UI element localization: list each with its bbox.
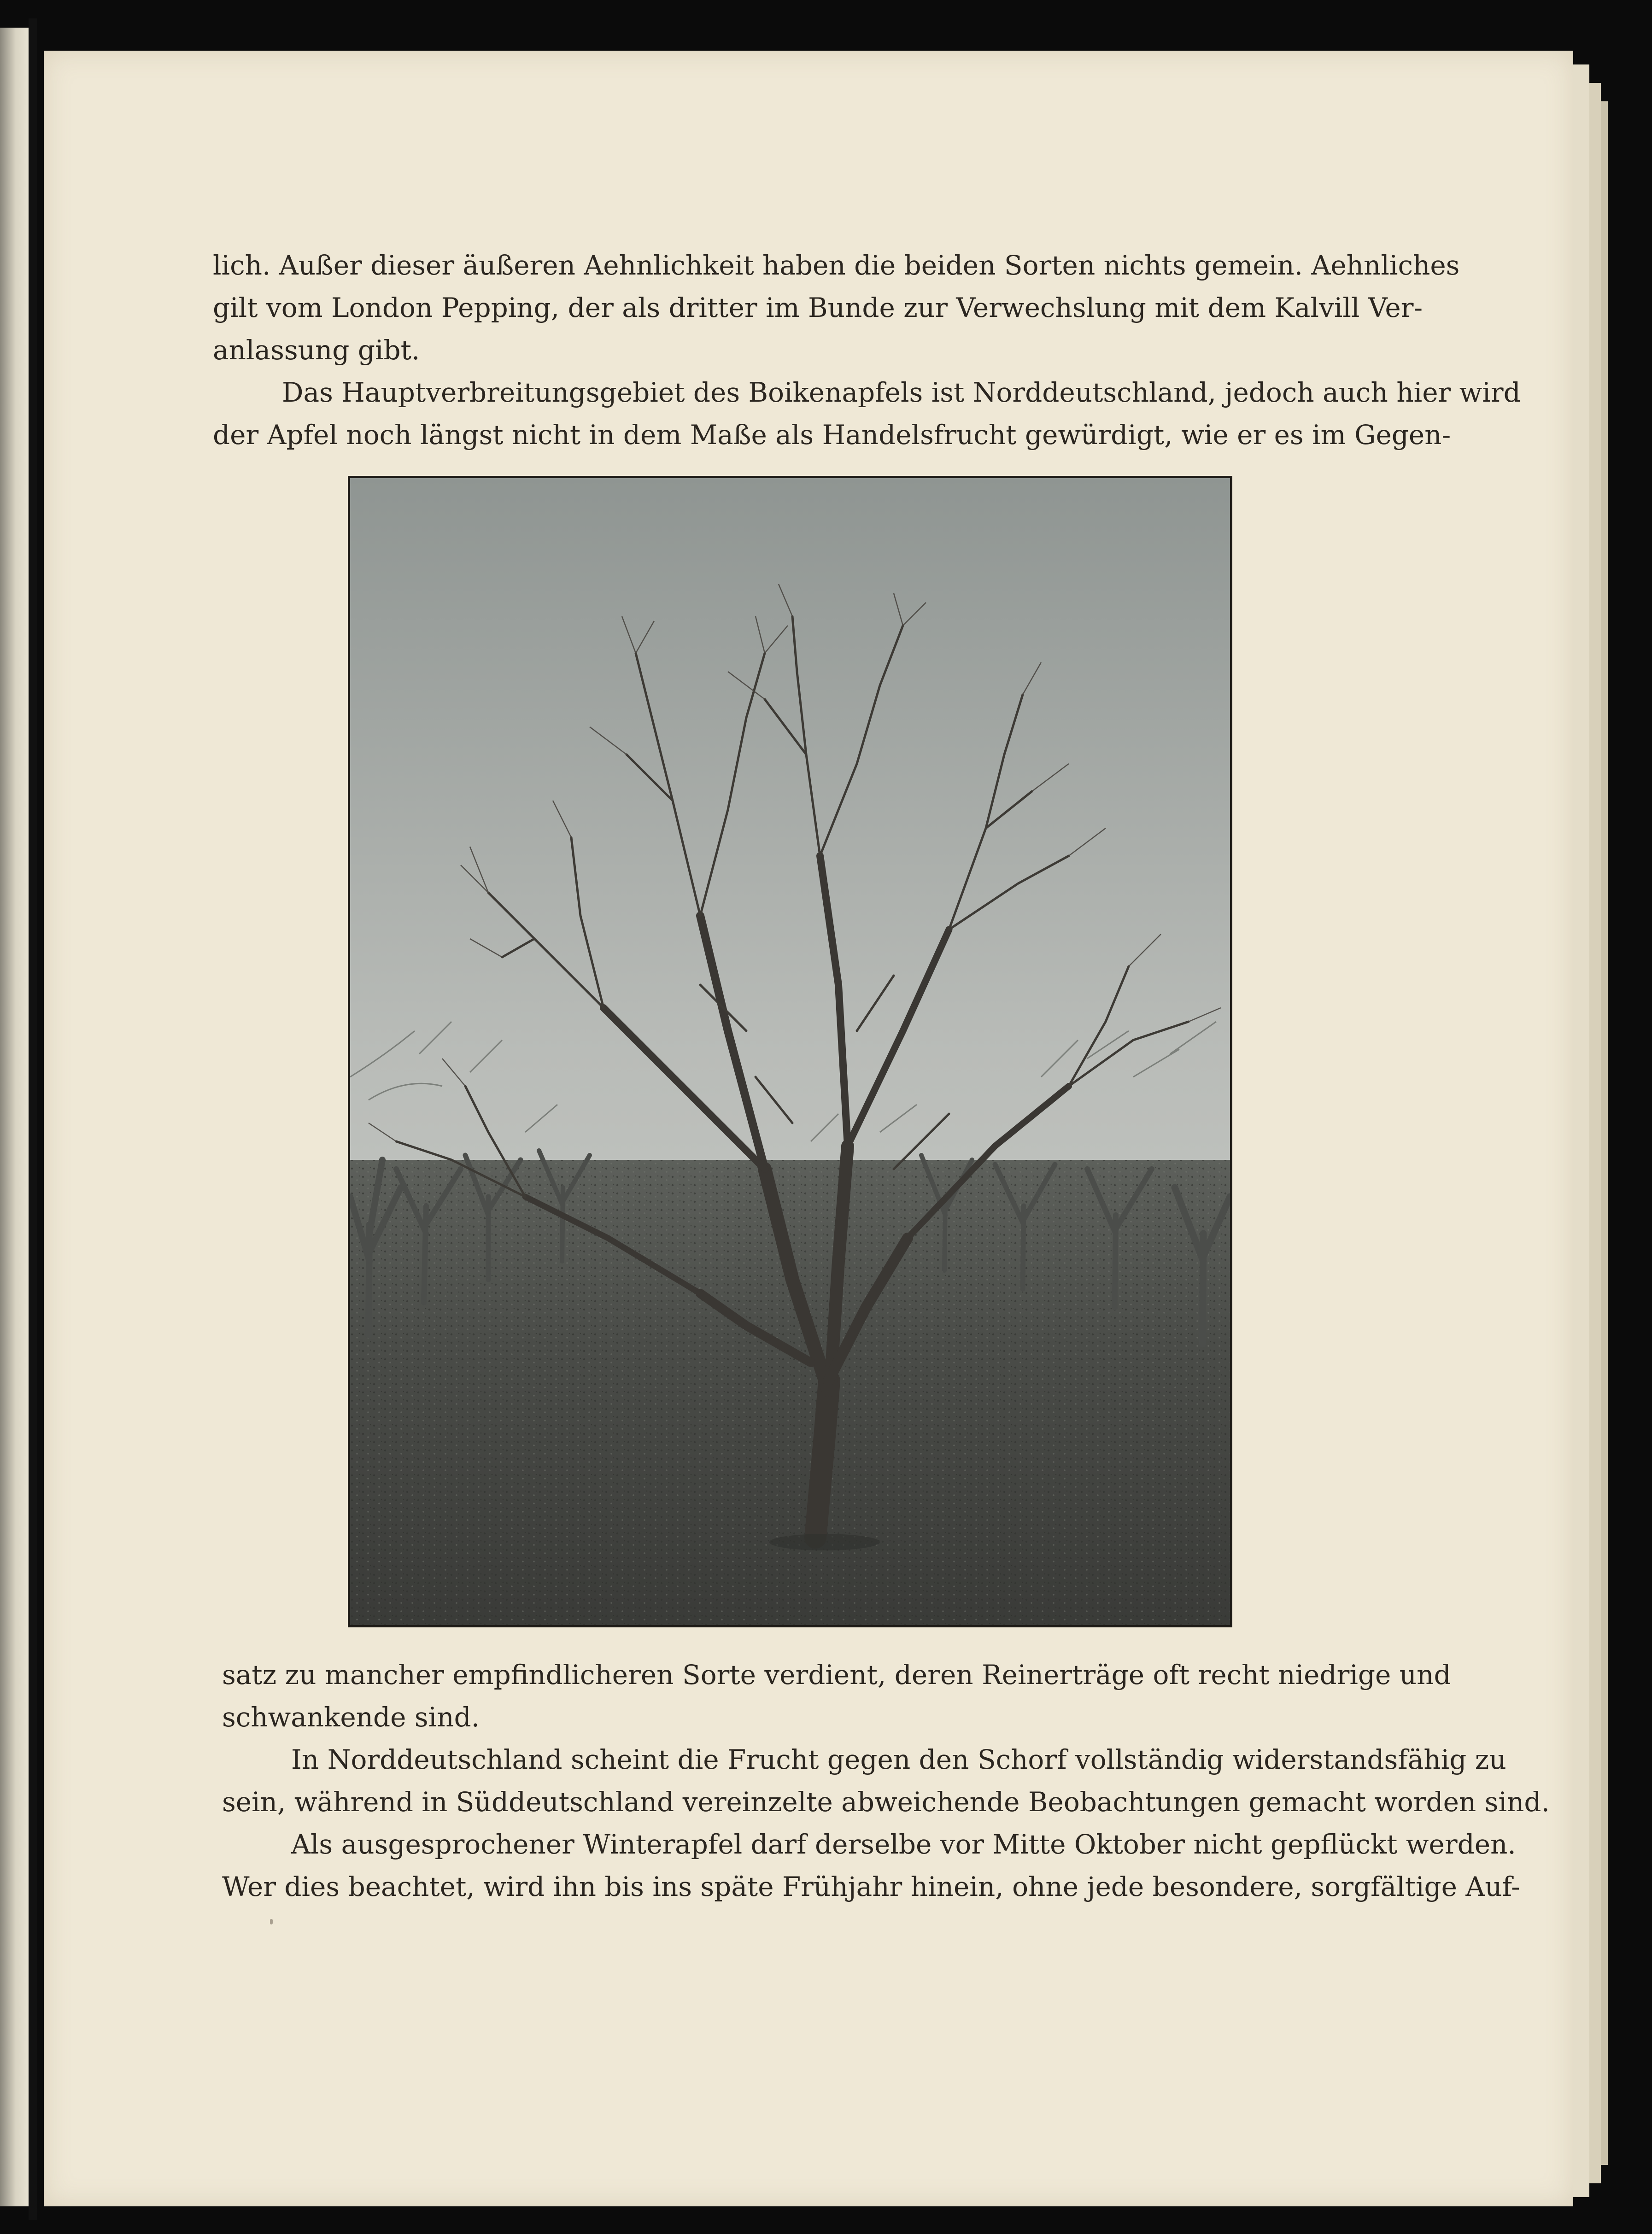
photo-alt-text <box>350 478 351 479</box>
page-stack <box>1573 64 1589 2197</box>
text-block-top <box>213 244 1521 456</box>
text-line: Wer dies beachtet, wird ihn bis ins späte Frühjahr hinein, ohne jede besondere, sorgfältige Auf- <box>222 1871 1520 1902</box>
text-line: Als ausgesprochener Winterapfel darf derselbe vor Mitte Oktober nicht gepflückt werden. <box>291 1829 1516 1860</box>
text-line: der Apfel noch längst nicht in dem Maße als Handelsfrucht gewürdigt, wie er es im Gegen- <box>213 419 1451 450</box>
text-line: sein, während in Süddeutschland vereinzelte abweichende Beobachtungen gemacht worden sind. <box>222 1786 1550 1818</box>
tree-photograph <box>348 476 1232 1627</box>
text-line: lich. Außer dieser äußeren Aehnlichkeit haben die beiden Sorten nichts gemein. Aehnliches <box>213 250 1460 281</box>
page-stack <box>1589 83 1601 2183</box>
pencil-mark <box>270 1919 273 1924</box>
text-block-bottom <box>222 1654 1550 1908</box>
text-line: schwankende sind. <box>222 1702 480 1733</box>
text-line: gilt vom London Pepping, der als dritter im Bunde zur Verwechslung mit dem Kalvill Ver- <box>213 292 1423 323</box>
text-line: anlassung gibt. <box>213 334 420 366</box>
page-stack <box>1601 101 1608 2165</box>
text-line: satz zu mancher empfindlicheren Sorte verdient, deren Reinerträge oft recht niedrige und <box>222 1659 1451 1690</box>
left-page-edge <box>0 28 29 2206</box>
book-gutter <box>29 18 37 2220</box>
text-line: Das Hauptverbreitungsgebiet des Boikenapfels ist Norddeutschland, jedoch auch hier wird <box>282 377 1521 408</box>
tree-photo-image <box>350 478 1230 1625</box>
text-line: In Norddeutschland scheint die Frucht gegen den Schorf vollständig widerstandsfähig zu <box>291 1744 1506 1775</box>
